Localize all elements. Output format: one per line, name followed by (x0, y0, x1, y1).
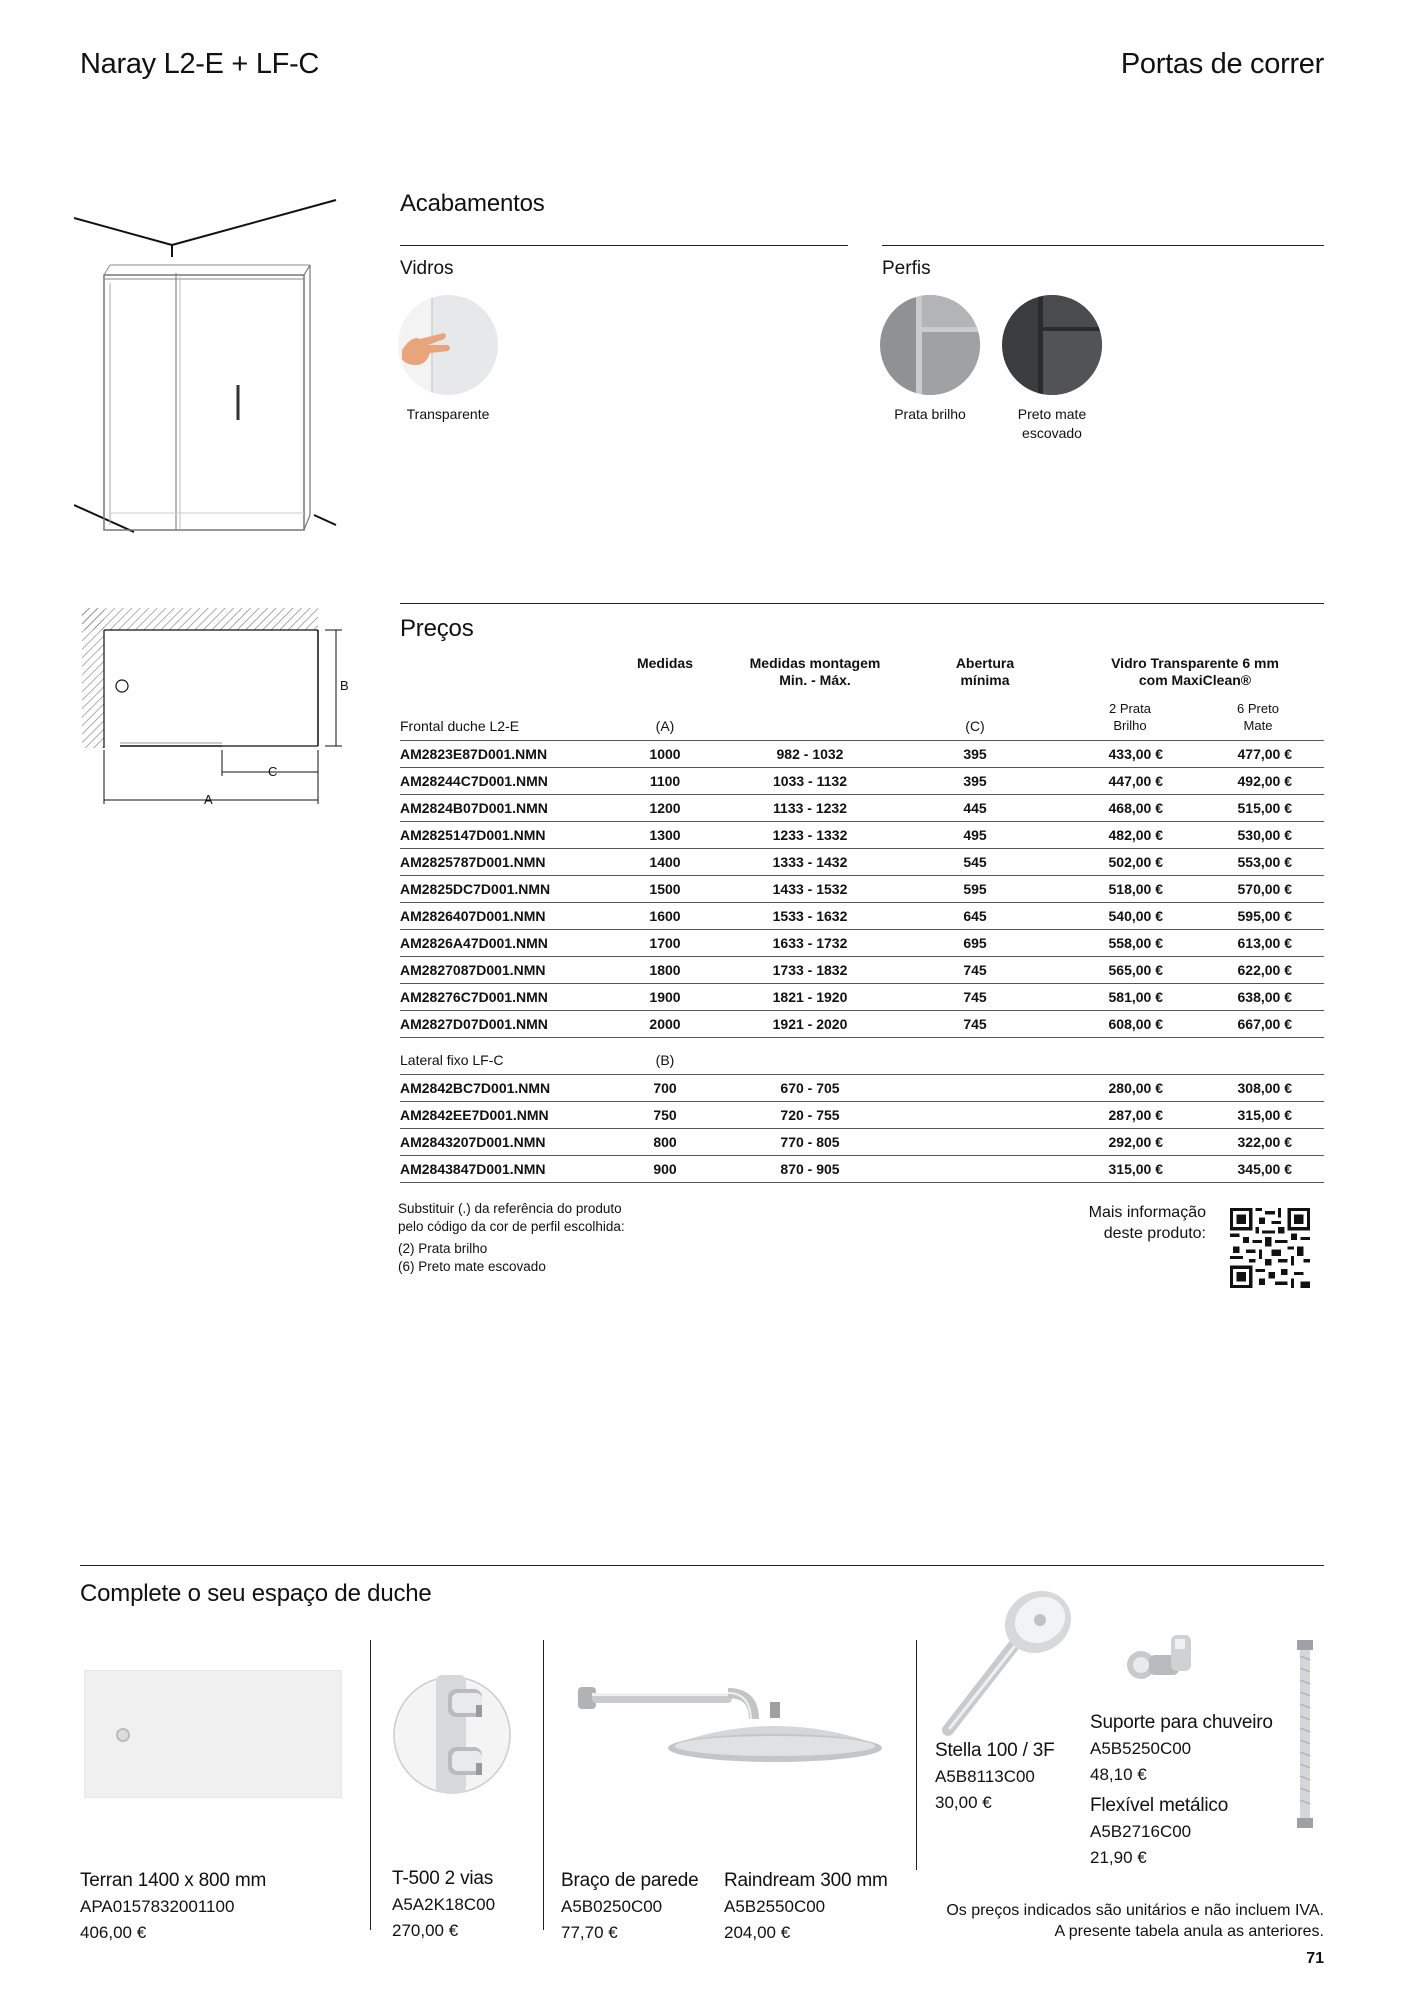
product-code: A5B2550C00 (724, 1897, 826, 1916)
hand-shower-image (940, 1590, 1080, 1740)
col-header-medidas: Medidas (636, 655, 693, 671)
min-opening: 395 (963, 746, 987, 762)
divider (543, 1640, 544, 1930)
table-row (400, 822, 1324, 849)
table-row (400, 1075, 1324, 1102)
divider (400, 603, 1324, 604)
table-row (400, 1102, 1324, 1129)
note-line: Substituir (.) da referência do produto (398, 1201, 622, 1216)
mounting-range: 670 - 705 (780, 1080, 840, 1096)
divider (882, 245, 1324, 246)
mounting-range: 1433 - 1532 (772, 881, 848, 897)
price-silver: 280,00 € (1108, 1080, 1163, 1096)
shower-bracket-image (1125, 1625, 1200, 1695)
more-info-text (1089, 1202, 1206, 1244)
price-silver: 468,00 € (1108, 800, 1163, 816)
product-reference: AM28276C7D001.NMN (400, 989, 548, 1005)
table-row (400, 741, 1324, 768)
lateral-group-label: Lateral fixo LF-C (400, 1052, 504, 1068)
product-code: A5B5250C00 (1090, 1739, 1192, 1758)
measure: 1200 (649, 800, 681, 816)
mounting-range: 1133 - 1232 (773, 800, 847, 816)
price-black: 308,00 € (1237, 1080, 1292, 1096)
min-opening: 745 (963, 1016, 987, 1032)
product-reference: AM2843207D001.NMN (400, 1134, 546, 1150)
min-opening: 595 (963, 881, 987, 897)
product-reference: AM28244C7D001.NMN (400, 773, 548, 789)
measure: 800 (653, 1134, 677, 1150)
product-name: Braço de parede (561, 1870, 699, 1891)
table-row (400, 1129, 1324, 1156)
frontal-group-label: Frontal duche L2-E (400, 718, 520, 734)
price-silver: 433,00 € (1108, 746, 1163, 762)
product-price: 270,00 € (392, 1921, 459, 1940)
plan-diagram (80, 600, 360, 810)
product-code: APA0157832001100 (80, 1897, 235, 1916)
diagram-label-a: A (204, 792, 213, 807)
diagram-label-c: C (268, 764, 278, 779)
price-black: 667,00 € (1237, 1016, 1292, 1032)
mounting-range: 720 - 755 (780, 1107, 840, 1123)
mounting-range: 1921 - 2020 (772, 1016, 848, 1032)
product-price: 21,90 € (1090, 1848, 1147, 1867)
price-black: 515,00 € (1237, 800, 1292, 816)
table-row (400, 930, 1324, 957)
mounting-range: 1633 - 1732 (772, 935, 848, 951)
price-black: 492,00 € (1237, 773, 1292, 789)
table-row (400, 984, 1324, 1011)
profile-silver-label: Prata brilho (894, 406, 966, 422)
min-opening: 745 (963, 989, 987, 1005)
mounting-range: 1821 - 1920 (772, 989, 848, 1005)
glass-transparent-label: Transparente (406, 406, 490, 422)
product-code: A5B2716C00 (1090, 1822, 1192, 1841)
prices-title: Preços (400, 615, 474, 642)
product-price: 30,00 € (935, 1793, 992, 1812)
footnote-line: Os preços indicados são unitários e não incluem IVA. (946, 1902, 1324, 1919)
measure: 1900 (649, 989, 681, 1005)
mounting-range: 870 - 905 (780, 1161, 840, 1177)
table-row (400, 1156, 1324, 1183)
min-opening: 545 (963, 854, 987, 870)
price-silver: 581,00 € (1108, 989, 1163, 1005)
product-name: Flexível metálico (1090, 1795, 1229, 1816)
table-row (400, 768, 1324, 795)
product-name: T-500 2 vias (392, 1868, 494, 1889)
glass-transparent-swatch (398, 295, 498, 395)
price-black: 553,00 € (1237, 854, 1292, 870)
divider (916, 1640, 917, 1870)
diagram-label-b: B (340, 678, 349, 693)
table-row (400, 903, 1324, 930)
profile-black-swatch (1002, 295, 1102, 395)
note-line: (2) Prata brilho (398, 1241, 488, 1256)
table-row (400, 957, 1324, 984)
measure: 700 (653, 1080, 677, 1096)
measure: 1500 (649, 881, 681, 897)
mounting-range: 1333 - 1432 (772, 854, 848, 870)
product-price: 48,10 € (1090, 1765, 1147, 1784)
complete-title: Complete o seu espaço de duche (80, 1580, 432, 1607)
product-reference: AM2823E87D001.NMN (400, 746, 548, 762)
product-reference: AM2842BC7D001.NMN (400, 1080, 551, 1096)
price-black: 322,00 € (1237, 1134, 1292, 1150)
mounting-range: 1733 - 1832 (772, 962, 848, 978)
price-black: 622,00 € (1237, 962, 1292, 978)
footnote-line: A presente tabela anula as anteriores. (1054, 1923, 1324, 1940)
measure: 1100 (649, 773, 681, 789)
min-opening: 745 (963, 962, 987, 978)
thermostatic-mixer-image (392, 1665, 512, 1805)
mounting-range: 1233 - 1332 (772, 827, 848, 843)
min-opening: 645 (963, 908, 987, 924)
price-black: 345,00 € (1237, 1161, 1292, 1177)
price-black: 613,00 € (1237, 935, 1292, 951)
price-black: 595,00 € (1237, 908, 1292, 924)
col-header-p6: 6 Preto Mate (1237, 701, 1279, 733)
product-reference: AM2843847D001.NMN (400, 1161, 546, 1177)
table-row (400, 795, 1324, 822)
frontal-col-c: (C) (965, 718, 985, 734)
reference-note (398, 1200, 625, 1276)
product-reference: AM2825147D001.NMN (400, 827, 546, 843)
product-price: 77,70 € (561, 1923, 618, 1942)
page-number: 71 (1306, 1950, 1324, 1967)
measure: 900 (653, 1161, 677, 1177)
col-header-abertura: Abertura mínima (955, 655, 1015, 688)
note-line: (6) Preto mate escovado (398, 1259, 546, 1274)
finishes-title: Acabamentos (400, 190, 545, 217)
lateral-col-b: (B) (655, 1052, 675, 1068)
col-header-vidro: Vidro Transparente 6 mm com MaxiClean® (1111, 655, 1279, 688)
product-reference: AM2826A47D001.NMN (400, 935, 548, 951)
product-code: A5B8113C00 (935, 1767, 1035, 1786)
product-reference: AM2827087D001.NMN (400, 962, 546, 978)
note-line: pelo código da cor de perfil escolhida: (398, 1219, 625, 1234)
divider (80, 1565, 1324, 1566)
price-silver: 502,00 € (1108, 854, 1163, 870)
mounting-range: 1033 - 1132 (773, 773, 847, 789)
product-price: 406,00 € (80, 1923, 147, 1942)
mounting-range: 1533 - 1632 (772, 908, 848, 924)
table-row (400, 849, 1324, 876)
min-opening: 495 (963, 827, 987, 843)
product-name: Terran 1400 x 800 mm (80, 1870, 267, 1891)
price-footnote (946, 1900, 1324, 1942)
shower-tray-image (84, 1670, 342, 1798)
price-silver: 518,00 € (1108, 881, 1163, 897)
section-title: Portas de correr (1120, 48, 1324, 80)
divider (370, 1640, 371, 1930)
price-black: 570,00 € (1237, 881, 1292, 897)
price-silver: 565,00 € (1108, 962, 1163, 978)
metal-hose-image (1290, 1640, 1320, 1830)
product-reference: AM2827D07D001.NMN (400, 1016, 548, 1032)
measure: 1300 (649, 827, 681, 843)
profile-black-label: Preto mate escovado (1017, 406, 1087, 441)
more-info-line: deste produto: (1103, 1225, 1206, 1242)
product-reference: AM2824B07D001.NMN (400, 800, 548, 816)
table-row (400, 876, 1324, 903)
price-black: 530,00 € (1237, 827, 1292, 843)
profile-silver-swatch (880, 295, 980, 395)
product-name: Suporte para chuveiro (1090, 1712, 1273, 1733)
price-black: 638,00 € (1237, 989, 1292, 1005)
divider (400, 245, 848, 246)
min-opening: 395 (963, 773, 987, 789)
price-silver: 315,00 € (1108, 1161, 1163, 1177)
price-black: 477,00 € (1237, 746, 1292, 762)
price-silver: 287,00 € (1108, 1107, 1163, 1123)
measure: 1000 (649, 746, 681, 762)
frontal-col-a: (A) (655, 718, 675, 734)
table-row (400, 1011, 1324, 1038)
shower-enclosure-drawing (74, 195, 344, 545)
col-header-montagem: Medidas montagem Min. - Máx. (749, 655, 881, 688)
mounting-range: 770 - 805 (780, 1134, 840, 1150)
product-reference: AM2826407D001.NMN (400, 908, 546, 924)
measure: 1600 (649, 908, 681, 924)
price-silver: 608,00 € (1108, 1016, 1163, 1032)
product-code: A5A2K18C00 (392, 1895, 496, 1914)
col-header-p2: 2 Prata Brilho (1109, 701, 1151, 733)
measure: 1800 (649, 962, 681, 978)
product-code: A5B0250C00 (561, 1897, 663, 1916)
price-silver: 482,00 € (1108, 827, 1163, 843)
glass-title: Vidros (400, 258, 454, 279)
min-opening: 445 (963, 800, 987, 816)
price-silver: 540,00 € (1108, 908, 1163, 924)
product-name: Raindream 300 mm (724, 1870, 888, 1891)
price-black: 315,00 € (1237, 1107, 1292, 1123)
measure: 2000 (649, 1016, 681, 1032)
profiles-title: Perfis (882, 258, 931, 279)
measure: 1400 (649, 854, 681, 870)
product-reference: AM2825DC7D001.NMN (400, 881, 551, 897)
product-reference: AM2842EE7D001.NMN (400, 1107, 549, 1123)
product-name: Stella 100 / 3F (935, 1740, 1055, 1761)
rain-shower-head-image (660, 1700, 890, 1780)
price-silver: 292,00 € (1108, 1134, 1163, 1150)
qr-code[interactable] (1230, 1208, 1310, 1288)
mounting-range: 982 - 1032 (776, 746, 844, 762)
measure: 1700 (649, 935, 681, 951)
product-reference: AM2825787D001.NMN (400, 854, 546, 870)
measure: 750 (653, 1107, 677, 1123)
min-opening: 695 (963, 935, 987, 951)
more-info-line: Mais informação (1088, 1204, 1206, 1221)
price-silver: 558,00 € (1108, 935, 1163, 951)
page-title: Naray L2-E + LF-C (80, 48, 320, 80)
product-price: 204,00 € (724, 1923, 791, 1942)
price-silver: 447,00 € (1108, 773, 1163, 789)
